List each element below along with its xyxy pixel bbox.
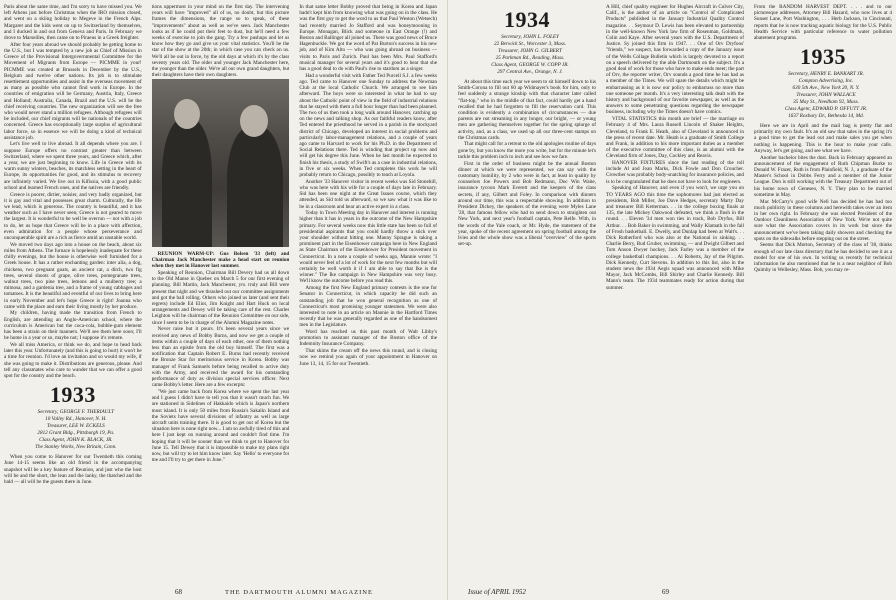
body-paragraph: Speaking of Hanover, and even if you won't, we urge you on TO YEARS AGO this time the sophomores had just elected as presidents, Bob Miller, Joe Dave Hedges, secretary Marty Day and treasurer Bill Ketterman. . . in the college boxing finals at 135, the late Mickey Oakwood defeated, we think a flush in the round. . . Eleven '34 men won ties in track, Bob Dryfus, Bill Arthur. . . Bob Baker in swimming, and Wally Klamath in the fall of Frosh basketball. E. Dwelly, and Dunlap had been at Walt's. . . Dick Rutherford who was also at the National in sinking. . . Charlie Berry, Bud Gruber, swimming, — and Dwight Gilbert and Tom Anson Dwyer hockey, Jack Farley was a member of the college basketball champions. . . Al Roberts, Jay of the Pilgrim. Dick Kennedy, Curt Stevens. In addition to this list, also in the student news the 1934 Aegis squad was announced with Mike Mayor, Jack McCombs, Bill Shirley and Charlie Kennedy. Bill Mann's team. The 1934 teammates ready for action during that summer. xyxy=(606,185,744,291)
class-agent-address: 1637 Roxbury Dr., Bethesda 14, Md. xyxy=(788,112,864,119)
body-paragraph: Here we are in April and the mail bag is pretty flat and primarily my own fault. It's an old saw that sales in the spring it's a good time to get the lead out and make sales you get when nothing is happening. This is the hour to make your calls. Anyway, let's get going, and see what we have. xyxy=(754,123,892,154)
secretary-line: Secretary, GEORGE F. THERIAULT xyxy=(37,409,115,416)
body-paragraph: A Hill, chief quality engineer for Hughes Aircraft in Culver City, Calif., is the author of an article on "Control of Complicated Products" published in the January Industrial Quality Control magazine. . . Seymour D. Lewis has been elevated to partnership in the well-known New York law firm of Rosenman, Goldmark, Colin and Kaye. After several years with the U.S. Department of Justice. Sy joined this firm in 1947. . . One of Orv Dryfoos' "friends," we suspect, has forwarded a copy of the January issue of the Wells Collage Bulletin which is largely devoted to a report on a speech delivered by the able Dartmouth on the subject. It's a good deal of work for those who have to make ends meet; the part of Orv, the reporter writer, Orv sounds a good time he has had as a member of the Times. We will spare the details which might be embarrassing as it is now our policy to embarrass no more than one someone per month. It's a very interesting talk dealt with the history and background of our favorite newspaper, as well as the answers to some penetrating questions regarding the newspaper business, including why the Times doesn't have comics. xyxy=(606,4,744,116)
left-column-2 xyxy=(152,4,290,582)
body-paragraph: tions uppermost in your mind on the first day. The intervening years will have "improved" all of us, no doubt, but this picture frames the dimensions, the range so to speak, of these "improvements" about as well as we've seen. Jack Manchester looks as if he could put their feet to dust, but he'll need a few weeks of exercise to join the gang. Try a few pushups and let us know how they go and give us your vital statistics. You'll be the star of the show at the 20th; in which case you can check on us. We'll all be out in force, by the old days at which it's by the class seventy years old. The older and younger Jack Manchester here, the younger than the older. We're all our own grand daughters, but their daughters have their own daughters. xyxy=(151,4,290,79)
publication-title: THE DARTMOUTH ALUMNI MAGAZINE xyxy=(225,589,373,596)
body-paragraph: Never raise but it pours. It's been several years since we received any news of Bobby Burns, and now we get a couple of items within a couple of days of each other, one of them nothing less than an epistle from the old boy himself. The first was a notification that Captain Robert E. Burns had recently received the Bronze Star for meritorious service in Korea. Bobby was manager of Frank Samuels before being recalled to active duty with the Army, and received the award for his outstanding performance of duty as division special services officer. Next came Bobby's letter. Here are a few excerpts: xyxy=(151,326,290,389)
right-column-2 xyxy=(606,4,744,582)
body-paragraph: Another '33 Hanover visitor in recent weeks was Sid Stonehill, who was here with his wife for a couple of days late in February. Sid has been one night at the Great Issues course, which they attended, as Sid told us afterward, so we saw what it was like to be in a classroom and hear an active expert in a class. xyxy=(299,178,438,210)
class-agent-line: Class Agent, JOHN K. BLACK, JR. xyxy=(39,436,113,443)
treasurer-line: Treasurer, LEE W. ECKELS xyxy=(46,423,105,429)
body-paragraph: Word has reached us this past month of Walt Libby's promotion to assistant manager of the Boston office of the Indemnity Insurance Company. xyxy=(299,329,438,348)
page-number: 69 xyxy=(662,588,669,596)
secretary-address: 22 Berwick St., Worcester 3, Mass. xyxy=(493,40,567,47)
secretary-address: 10 Valley Rd., Hanover, N. H. xyxy=(45,416,107,423)
reunion-photo xyxy=(152,79,290,247)
right-page xyxy=(448,0,896,600)
body-paragraph: "We just came back from Korea where we spent the last year and I guess I didn't have to tell you that it wasn't much fun. We are stationed in Sidelines of Hakkaido which is Japan's northern most island. It is only 50 miles from Russia's Sakalin Island and the Soviets have several divisions of infantry as well as large aircraft units training there. It is good to get out of Korea but the situation here is none right now... I am so awfully tired of this and here I just kept on running around and couldn't find time. I'm hoping that it will be sooner than we think to get to Hanover for June 15. Tell Dewey that it is impossible to make my plans right now, but will try to let him know later. Say 'Hello' to everyone for me and I'll try to get there in June." xyxy=(151,388,290,464)
body-paragraph: We moved two days ago into a house on the beach, about six miles from Athens. The furnace is hopelessly inadequate for these chilly evenings, but the house is otherwise well furnished for a Greek house. It has a rather enchanting garden: inter alia, a dog, chickens, two pregnant goats, an ancient cat, a ditch, two fig trees, several shoots of grape, olive trees, pomegranate trees, walnut trees, two pine trees, lemons and a mulberry tree; a mimosa, and a gardenia tree, and a frame of young cabbages and tomatoes. It is the beautiful and eventful of our lives to bring here in early November and let's hope Greece is right! Joanna who came with the place and earn their living mostly by her produce. xyxy=(4,241,142,310)
body-paragraph: Let's live well to live abroad. It all depends where you are. I suppose Europe offers no contrast greater than between Switzerland, where we spent three years, and Greece which, after a year, we are just beginning to know. Life in Greece with its warm sunny winters, beaches, its matchless setting in the heart of Europe, its opportunities for good, and its stimulus to recovery are infinitely varied. We live out in Kifissia, with a good public school and learned French ones, and the natives are friendly. xyxy=(4,141,142,191)
treasurer-address: 35 May St., Needham 92, Mass. xyxy=(793,98,859,105)
class-year-heading: 1933 xyxy=(49,382,96,408)
body-paragraph: Among the first New England primary contests is the one for Senator in Connecticut, in which capacity he did such an outstanding job that he won general recognition as one of Connecticut's most promising younger statesmen. We were also interested to note in an article on Mannie in the Hartford Times recently that he was generally regarded as one of the handsomest men in the Legislature. xyxy=(299,285,438,329)
right-column-3 xyxy=(754,4,892,582)
body-paragraph: Paris about the same time, and I'm sorry to have missed you. We left Athens just before Christmas when the IRO mission closed, and went on a skiing holiday to Megeve in the French Alps. Margaret and the kids went on up to Switzerland by themselves, and I ducked in and out from Geneva and Paris. In February we drove to Marseilles, then came on to Piraeus in a Greek freighter. xyxy=(4,4,142,42)
right-column-1 xyxy=(458,4,596,582)
body-paragraph: From the RANDOM HARVEST DEPT. . . . and to our picturesque addresses, Attorney Bill Hazard, who now lives at 4 Sunset Lane, Port Washington, . . . Herb Jackson, in Cincinnati, reports that he is now tracking aquatic biology for the U.S. Public Health Service with particular reference to water pollution abatement programs. xyxy=(754,4,892,42)
class-year-heading: 1935 xyxy=(800,44,846,70)
body-paragraph: That might call for a retreat to the old apologies routine of days gone by, but you know the more you write, but for the minute let's tackle this problem inch to inch and see how we fare. xyxy=(458,141,596,160)
page-number: 68 xyxy=(175,588,182,596)
body-paragraph: After four years abroad we should probably be getting home to the U.S., but I was tempted by a new job as Chief of Mission in Greece of the Provisional Intergovernmental Committee for the Movement of Migrants from Europe — PICMME in your! PICMME was created at Brussels in December by the U.S., Belgium and twelve other nations. Its job is to stimulate resettlement opportunities and assist in the overseas movement of as many as possible who cannot find work in Europe. In the countries of emigration will be Germany, Austria, Italy, Greece and Holland; Australia, Canada, Brazil and the U.S. will be the chief receiving countries. The new organization will see the free who would never stand a million refugees. Although refugees will be included, our chief migrants will be nationals of the countries concerned. Greece has exceptionally large surplus of agricultural labor force, so in essence we will be doing a kind of technical assistance job. xyxy=(4,41,142,141)
body-paragraph: When you come to Hanover for our Twentieth this coming June 14-15 seems like an old friend in the accompanying snapshot will be a key feature of Reunion, and just who the host will be and the short, the lean and the lanky, the thatched and the bald — all will be the guests there in June. xyxy=(4,454,142,485)
treasurer-line: Treasurer, JOHN G. GILBERT xyxy=(498,47,562,54)
class-officers xyxy=(754,71,892,119)
body-paragraph: VITAL STATISTICS this month are brief — the marriage on February 4 of Mrs. Laura Russell Lincoln of Shaker Heights, Cleveland, to Frank E. Heath, also of Cleveland is announced in the press of recent date. Mr. Heath is a graduate of Smith College and Frank, in addition to his more important duties as a member of the executive committee of this class, is an alumni with the Cleveland firm of Jones, Day, Cockley and Reavis. xyxy=(606,116,744,160)
secretary-line: Secretary, JOHN L. FOLEY xyxy=(501,34,559,40)
class-officers xyxy=(4,409,142,450)
left-column-3 xyxy=(299,4,437,582)
body-paragraph: Today in Town Meeting day in Hanover and interest is running higher than it has in years in the outcome of the New Hampshire primary. For several weeks now this little state has been so full of presidential aspirants that you could hardly throw a stick over your shoulder without hitting one. Manny Sprague is taking a prominent part in the Eisenhower campaign here in New England as State Chairman of the Eisenhower for President movement in Connecticut. In a note a couple of weeks ago, Mannie wrote: "I would never feel of a lot of work for the next few months but will certainly be well worth it if I am able to say that Ike is the winner." The Ike campaign in New Hampshire was very busy. We'll know the outcome before you read this. xyxy=(299,210,438,285)
body-paragraph: Another bachelor bites the dust. Back in February appeared an announcement of the engagement of Ruth Chipman Burke to Donald W. Frazer, Ruth is from Plainfield, N. J., a graduate of the Master's School in Dobbs Ferry and a member of the Junior League. Don is still working with the Treasury Department out of his home town of Geneseo, N. Y. They plan to be married sometime in May. xyxy=(754,154,892,198)
body-paragraph: At about this time each year we seem to sit himself down to his Smith-Corona to fill out 60 ap Widmayer's book for him, only to feel suddenly a strange kinship with that character later called "flat-top," who in the middle of that fact, could hardly get a hand recalled that he had forgotten to fill the reservation card. This condition is evidently a combination of circumstances — due parents are not streaming in any longer, our bright, — or young men are gathering themselves together for the spring splurge of activity, and, as a class, we used up all our three-cent stamps on the Christmas cards. xyxy=(458,78,596,141)
treasurer-line: Treasurer, JOHN WALLACE xyxy=(796,91,856,98)
secretary-address: Compton Advertising, Inc. xyxy=(798,78,854,85)
body-paragraph: In that same letter Bobby proved that being in Korea and Japan hadn't kept him from knowing what was going on in the class. He was the first guy to get the word to us that Paul Weston (Wetsech) had recently married Jo Stafford and was honeymooning in Europe. Monagan, Blick and someone in East Orange (!) and Boston and Ballinger all joined us. There was good news of Bruce Hagenbuckle. We got the word of Pat Burton's success in his new job, and of Kim Alto — who was going abroad on business — visits to Paris and Zurich. Paul has been Mrs. Paul Stafford's musical manager for several years and it's good to hear that she has a good deal to do with Paul's rise to stardom as a singer. xyxy=(299,4,438,73)
body-paragraph: HANOVER FIXTURES since the last reading of the roll include Al and Joan Marks, Dick Fowle and Don Croucher. Crowther was probably body-snatching for insurance policies, and is to be congratulated that he does not have to look for engineers. xyxy=(606,160,744,185)
body-paragraph: Speaking of Reunion, Chairman Bill Devery had us all down to the Old Manse in Quebec on March 5 for our first evening of planning. Bill Martin, Jack Manchester, yrs. truly and Bill were present that night and we thrashed out our committee assignments and got the ball rolling. Others who joined us later (and sent their regrets) include Ed Eliot, Jim Knight and Hart Huck on local arrangements and Dewey will be taking care of the rest. Charles Leighton will be chairman of the Reunion Committee on our side, since I seem to be in charge of the Alumni Magazine notes. xyxy=(151,270,290,326)
class-agent-address: 297 Central Ave., Orange, N. J. xyxy=(497,68,563,75)
class-year-heading: 1934 xyxy=(504,7,550,32)
class-agent-line: Class Agent, EDWARD P. OFFUTT JR. xyxy=(784,105,868,112)
body-paragraph: My children, having made the transition from French to English, are attending an Anglo-American school, where the curriculum is American but the coca-cola, bubble-gum element has been a strain on their manners. We'll see them here soon; I'll be home in a year or so, maybe not; I suppose it's remote. xyxy=(4,310,142,342)
class-officers xyxy=(458,34,596,75)
body-paragraph: We all miss America, or think we do, and hope to head back later this year. Unfortunately (and this is going to hurt) it won't be a time for reunion. I'd love an invitation and so would my wife, if she was going to make it. Distributions are generous, please. And tell any classmates who care to wander that we can offer a good spot for the country and the beach. xyxy=(4,341,142,379)
secretary-line: Secretary, HENRY E. BANKART JR. xyxy=(788,71,864,78)
issue-date: Issue of APRIL 1952 xyxy=(468,588,526,596)
treasurer-address: 25 Parkman Rd., Reading, Mass. xyxy=(495,54,565,61)
body-paragraph: Mac McCarty's good wife Nell has decided he has had too much publicity in these columns and herewith takes over an item in her own right. In February she was elected President of the Outdoor Cleanliness Association of New York. We're not quite sure what the Association covers in its work but since the announcement we've been taking daily showers and checking the spots on the sidewalks before stepping out on the street. xyxy=(754,198,892,242)
body-paragraph: Seems that Dick Morton, Secretary of the class of '38, thinks enough of our late class directory that he has decided to use it as a model for one of his own. In writing us recently for technical information he also mentioned that he is a near neighbor of Bob Quimby in Wellesley, Mass. Bob, you may re- xyxy=(754,242,892,274)
left-column-1 xyxy=(4,4,142,582)
body-paragraph: First in the order of business might be the annual Boston dinner at which we were represented, we can say with the customary humility, by 2 who were in fact, at least in quality by counselors Joe Powers and Bob Redmann, Doc Win Waite, insurance tycoon Mark Everett and the keepers of the class secrets, if any, Gilbert and Foley. In comparison with dinners around our time, this was a respectable showing. In addition to President Dickey, the speakers of the evening were Myles Lane '28, that famous fellow who had to send down to straighten out New York, and next year's football captain, Pete Relfe. With, in the words of the Yale coach, or Mr. Hyde, the statement of the year, spoke of the recent agreement on spring football among the Ivies and the whole show was a liberal "overview" of the sports set-up. xyxy=(458,160,596,248)
treasurer-address: 2812 Grant Bldg., Pittsburgh 19, Pa. xyxy=(37,429,115,436)
body-paragraph: Had a wonderful visit with Father Ted Purcell S.J. a few weeks ago. Ted came to Hanover one Sunday to address the Newman Club at the local Catholic Church. We arranged to see him afterward. The boys were so interested in what he had to say about the Catholic point of view in the field of industrial relations that he stayed with them a full hour longer than had been planned. The two of us then took a long walk around Hanover, catching up on the news and talking shop. As our faithful readers know, after Ted entered the priesthood he served in a parish in the stockyard district of Chicago, developed an interest in social problems and particularly labor-management relations, and a couple of years ago came to Harvard to work for his Ph.D. in the Department of Social Relations there. Ted is winding that project up now and will get his degree this June. When he last month he expected to finish his thesis, a study of Swift's as a case in industrial relations, in five or six weeks. When Ted completes this work he will probably return to Chicago, possibly to teach at Loyola. xyxy=(299,72,438,178)
secretary-address-2: 630 5th Ave., New York 20, N. Y. xyxy=(792,85,860,92)
class-agent-address: The Stanley Works, New Britain, Conn. xyxy=(35,443,117,450)
photo-caption: REUNION WARM-UP: Gus Bolsen '33 (left) and Chairman Jack Manchester make a head start on reunion when they met in Hanover last summer. xyxy=(151,250,290,270)
class-agent-line: Class Agent, GEORGE W. COPP JR. xyxy=(491,61,569,68)
body-paragraph: That skims the cream off the news this round, and is closing now we remind you again of your appointment in Hanover on June 13, 14, 15 for our Twentieth. xyxy=(299,348,438,367)
body-paragraph: Greece is poorer, dirtier, noisier, and very badly organized, but it is gay and vital and possesses great charm. Culturally, the life we lead, which is generous. The country is beautiful, and it has weather such as I have never seen; Greece is not geared to move the largest. It is wonderful to be well be overrun — not with a job to do, let us hope that Greece will be in a place with affection, even admiration for a people whose perseverance and unconquerable spirit are a rich as fierce amid an unstable world. xyxy=(4,191,142,242)
